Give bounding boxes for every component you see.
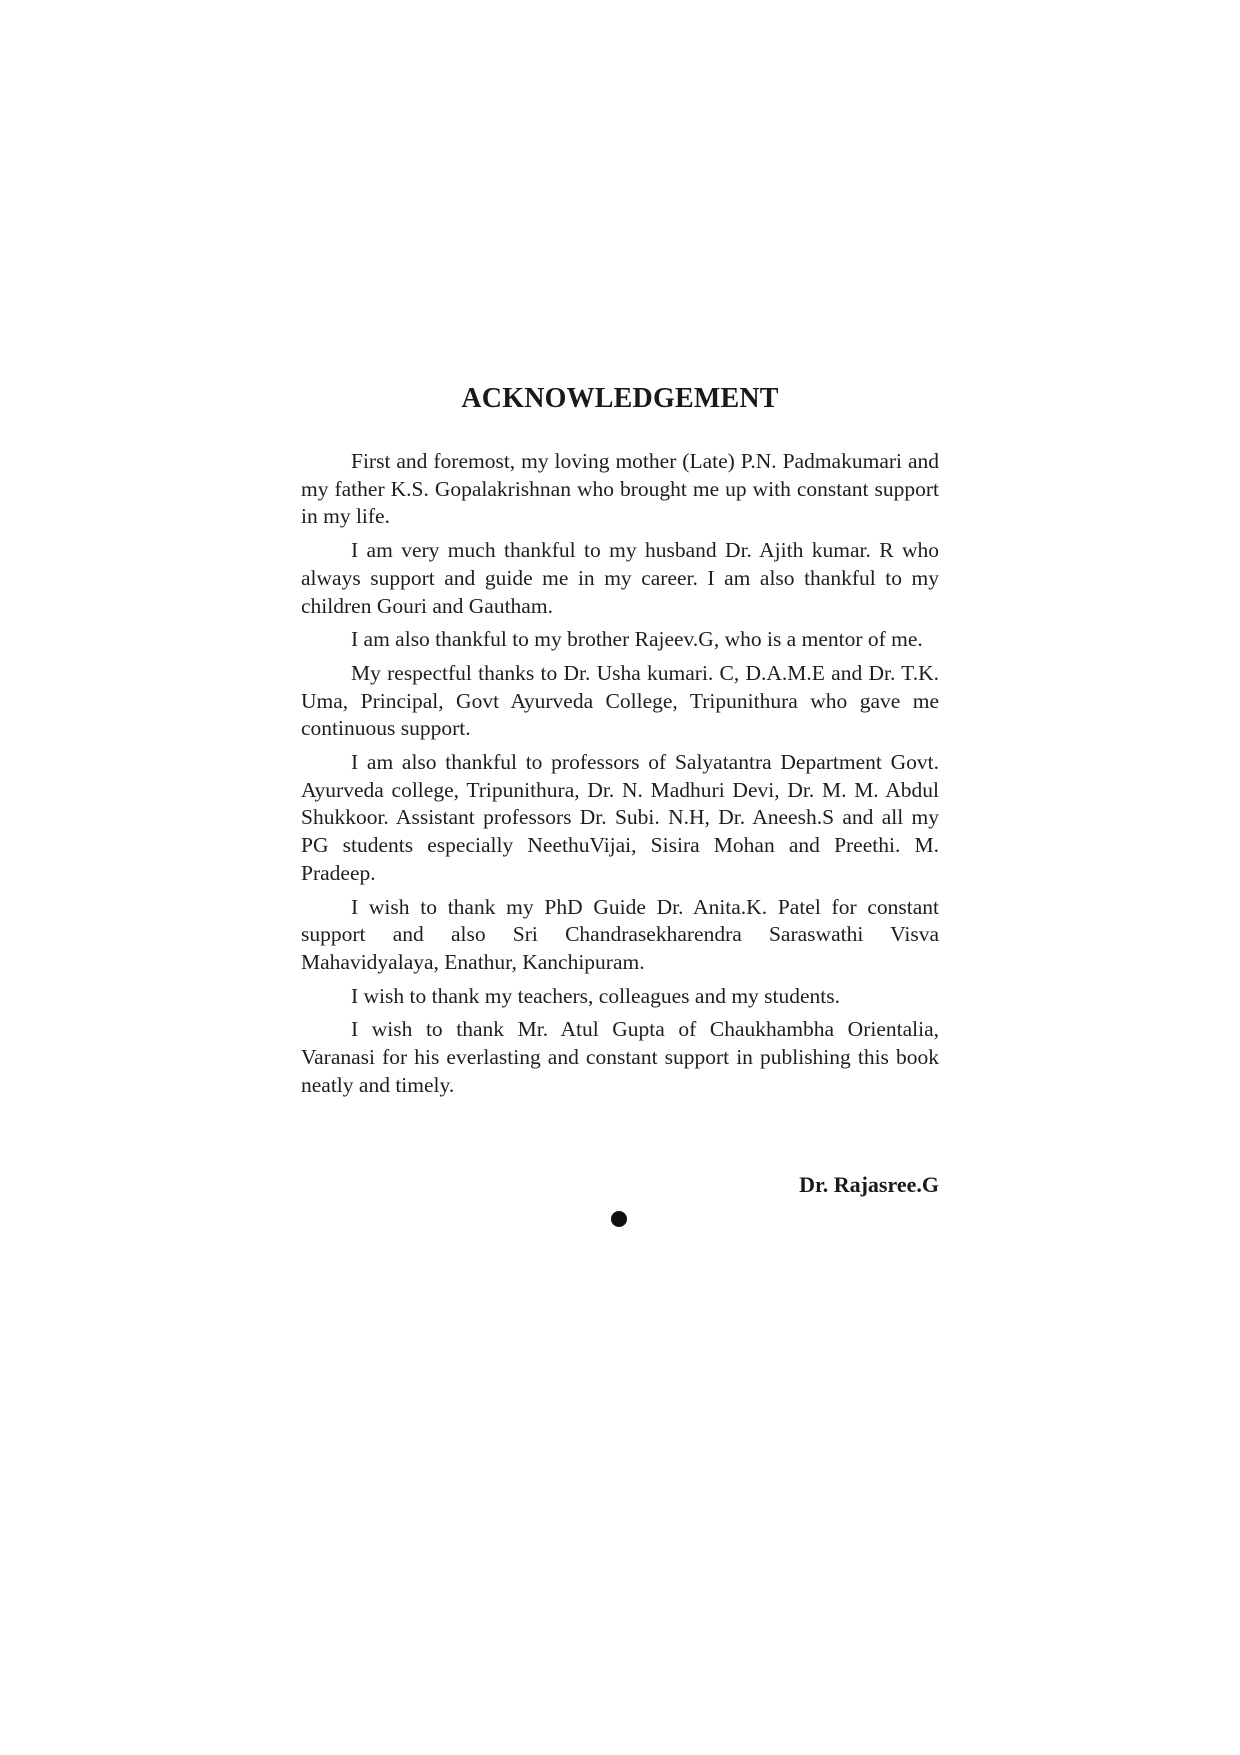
paragraph: I wish to thank Mr. Atul Gupta of Chaukhambha Orientalia, Varanasi for his everlasting and constant support in publishing this book neatly and timely.: [301, 1017, 939, 1097]
paragraph: My respectful thanks to Dr. Usha kumari. C, D.A.M.E and Dr. T.K. Uma, Principal, Govt Ayurveda College, Tripunithura who gave me continuous support.: [301, 660, 939, 741]
page-title: ACKNOWLEDGEMENT: [461, 383, 779, 414]
author-signature: Dr. Rajasree.G: [799, 1172, 939, 1197]
paragraph: I am very much thankful to my husband Dr. Ajith kumar. R who always support and guide me in my career. I am also thankful to my children Gouri and Gautham.: [301, 538, 939, 618]
bullet-icon: [611, 1211, 627, 1227]
paragraph: I wish to thank my teachers, colleagues and my students.: [351, 983, 841, 1008]
paragraph: I wish to thank my PhD Guide Dr. Anita.K. Patel for constant support and also Sri Chandrasekharendra Saraswathi Visva Mahavidyalaya, Enathur, Kanchipuram.: [301, 894, 939, 974]
paragraph: I am also thankful to my brother Rajeev.G, who is a mentor of me.: [351, 627, 923, 652]
paragraph: I am also thankful to professors of Salyatantra Department Govt. Ayurveda college, Tripunithura, Dr. N. Madhuri Devi, Dr. M. M. Abdul Shukkoor. Assistant professors Dr. Subi. N.H, Dr. Aneesh.S and all my PG students especially NeethuVijai, Sisira Mohan and Preethi. M. Pradeep.: [301, 750, 939, 885]
acknowledgement-body: [301, 448, 939, 1105]
paragraph: First and foremost, my loving mother (Late) P.N. Padmakumari and my father K.S. Gopalakrishnan who brought me up with constant support in my life.: [301, 449, 939, 529]
